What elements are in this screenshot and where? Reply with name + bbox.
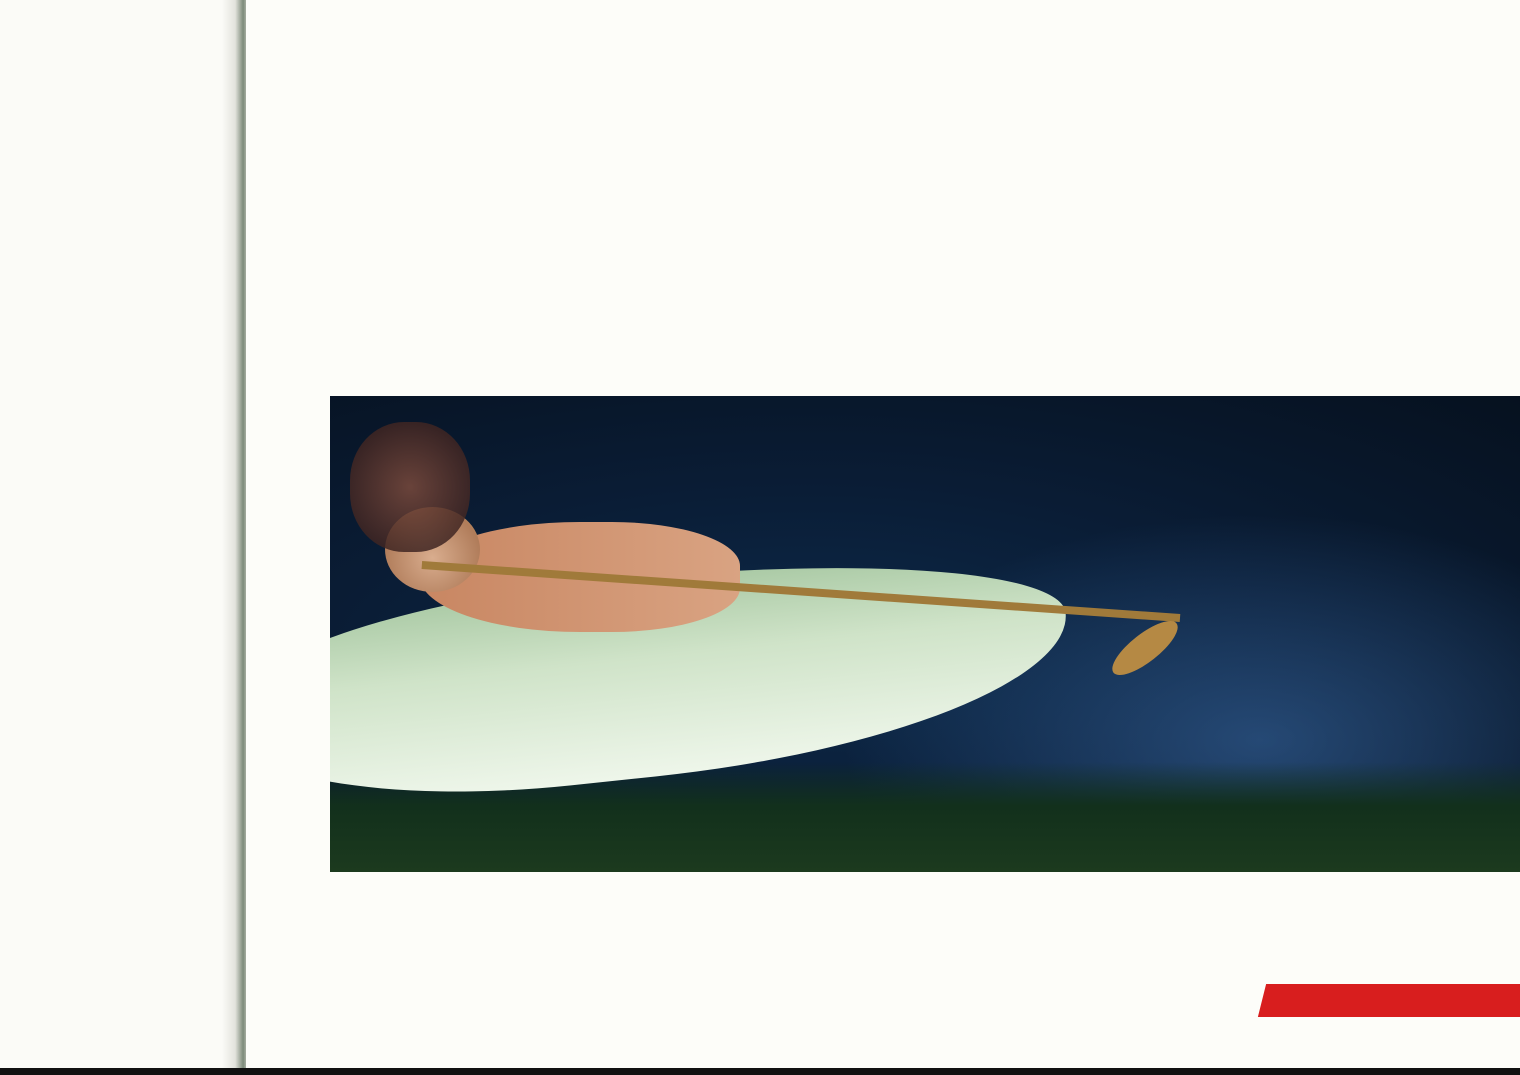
left-page-text-column <box>0 0 218 12</box>
section-color-band <box>1258 984 1520 1017</box>
left-page <box>0 0 250 1070</box>
scan-bottom-edge <box>0 1068 1520 1075</box>
swimmer-in-water <box>350 422 470 552</box>
canoe-photo <box>330 396 1520 872</box>
